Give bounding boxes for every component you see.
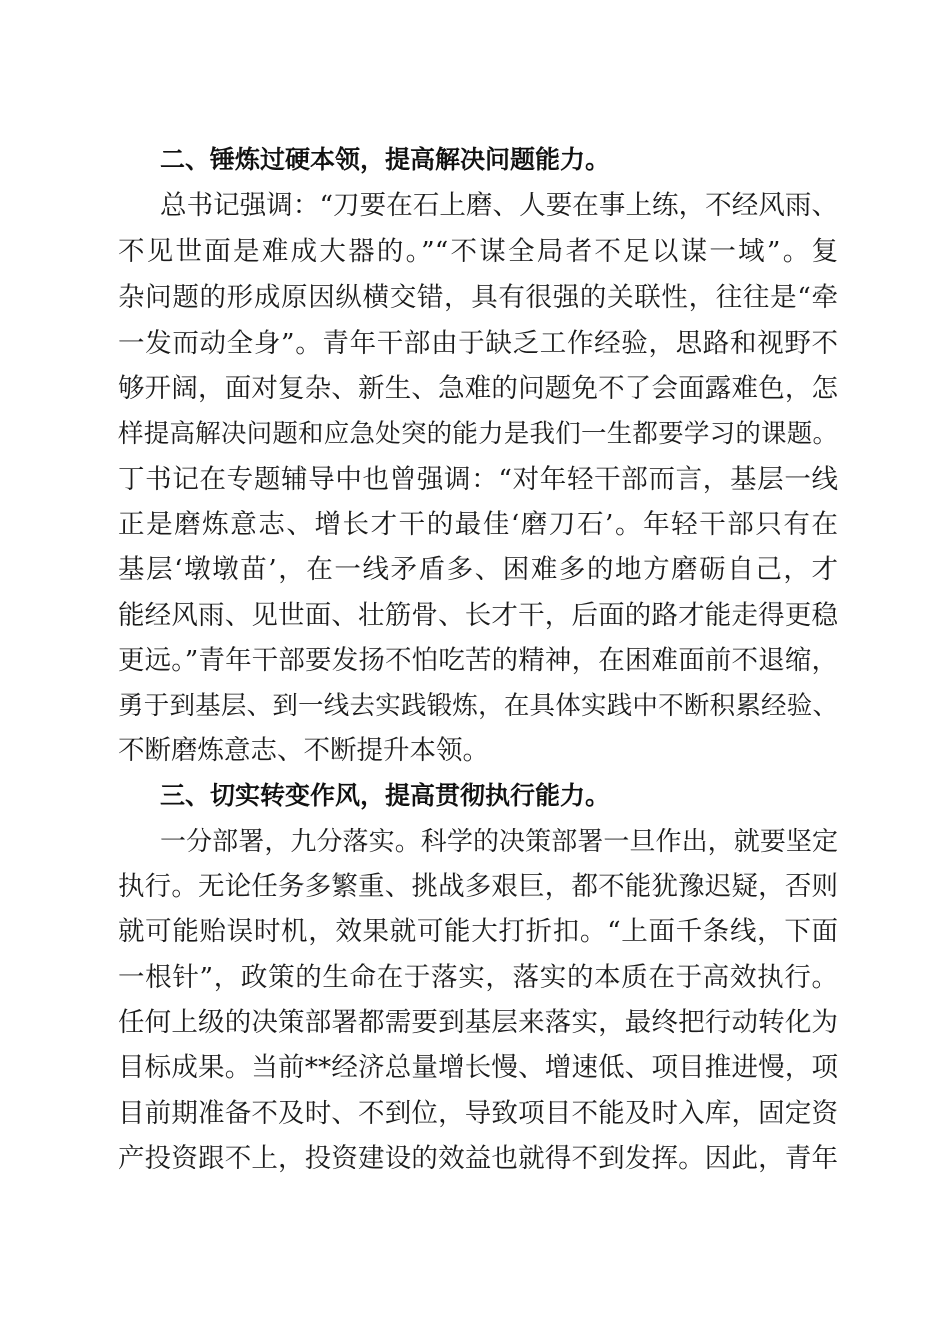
paragraph-line: 一分部署，九分落实。科学的决策部署一旦作出，就要坚定 [160,827,838,857]
paragraph-line: 勇于到基层、到一线去实践锻炼，在具体实践中不断积累经验、 [118,691,838,721]
paragraph-line: 一发而动全身”。青年干部由于缺乏工作经验，思路和视野不 [118,328,838,359]
paragraph-line: 产投资跟不上，投资建设的效益也就得不到发挥。因此，青年 [118,1143,838,1174]
paragraph-line: 基层‘墩墩苗’，在一线矛盾多、困难多的地方磨砺自己，才 [118,554,838,585]
paragraph-line: 杂问题的形成原因纵横交错，具有很强的关联性，往往是“牵 [118,282,838,313]
paragraph-line: 更远。”青年干部要发扬不怕吃苦的精神，在困难面前不退缩， [118,645,838,676]
paragraph-line: 够开阔，面对复杂、新生、急难的问题免不了会面露难色，怎 [118,373,838,404]
paragraph-line: 不见世面是难成大器的。”“不谋全局者不足以谋一域”。复 [118,236,838,267]
paragraph-line: 目前期准备不及时、不到位，导致项目不能及时入库，固定资 [118,1098,838,1129]
paragraph-line: 执行。无论任务多繁重、挑战多艰巨，都不能犹豫迟疑，否则 [118,871,838,902]
paragraph-line: 不断磨炼意志、不断提升本领。 [118,735,489,766]
paragraph-line: 就可能贻误时机，效果就可能大打折扣。“上面千条线，下面 [118,916,838,947]
paragraph-line: 正是磨炼意志、增长才干的最佳‘磨刀石’。年轻干部只有在 [118,509,838,540]
section-heading-3: 三、切实转变作风，提高贯彻执行能力。 [160,781,611,810]
paragraph-line: 一根针”，政策的生命在于落实，落实的本质在于高效执行。 [118,962,838,993]
section-heading-2: 二、锤炼过硬本领，提高解决问题能力。 [160,145,611,174]
paragraph-line: 样提高解决问题和应急处突的能力是我们一生都要学习的课题。 [118,419,838,449]
paragraph-line: 能经风雨、见世面、壮筋骨、长才干，后面的路才能走得更稳 [118,600,838,631]
paragraph-line: 总书记强调：“刀要在石上磨、人要在事上练，不经风雨、 [160,190,838,221]
paragraph-line: 任何上级的决策部署都需要到基层来落实，最终把行动转化为 [118,1007,838,1038]
paragraph-line: 丁书记在专题辅导中也曾强调：“对年轻干部而言，基层一线 [118,464,838,495]
paragraph-line: 目标成果。当前**经济总量增长慢、增速低、项目推进慢，项 [118,1052,838,1083]
